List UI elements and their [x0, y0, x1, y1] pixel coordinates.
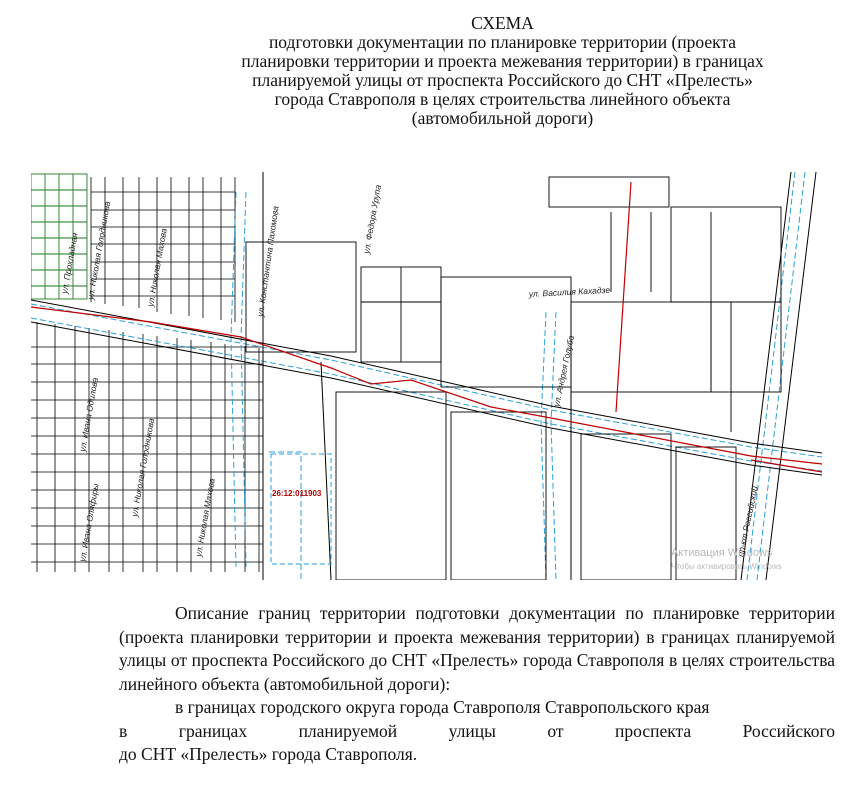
- street-label: ул. Николая Махова: [145, 227, 169, 308]
- schema-header: [150, 14, 851, 128]
- street-label: ул. Константина Пахомова: [255, 205, 281, 318]
- street-label: ул. Ивана Одилова: [77, 376, 100, 453]
- street-label: ул. Николая Голодникова: [129, 417, 157, 518]
- street-label: пр-кт Российский: [735, 485, 760, 558]
- street-label: ул. Николая Голодникова: [85, 200, 113, 301]
- schema-subtitle-line: города Ставрополя в целях строительства линейного объекта: [274, 89, 731, 109]
- territory-description: [119, 602, 835, 767]
- schema-subtitle-line: планируемой улицы от проспекта Российского до СНТ «Прелесть»: [252, 70, 753, 90]
- description-line: в границах городского округа города Ставрополя Ставропольского края: [175, 697, 710, 717]
- description-line: в границах планируемой улицы от проспекта Российского: [119, 720, 835, 741]
- cadastral-number: 26:12:011903: [272, 489, 322, 498]
- street-label: ул. Василия Кахадзе: [528, 284, 611, 299]
- description-paragraph: Описание границ территории подготовки документации по планировке территории (проекта планировки территории и проекта межевания территории) в границах планируемой улицы от проспекта Российского до СНТ «Прелесть» города Ставрополя в целях строительства линейного объекта (автомобильной дороги):: [119, 603, 835, 694]
- road-corridor: [31, 172, 822, 580]
- map-canvas: [31, 172, 822, 580]
- street-label: ул. Николая Махова: [193, 477, 217, 558]
- windows-watermark-subtitle: Чтобы активировать Windows: [671, 562, 782, 571]
- road-edges: [31, 172, 822, 580]
- schema-subtitle-line: планировки территории и проекта межевания территории) в границах: [241, 51, 764, 71]
- blocks-north-east: [246, 177, 781, 432]
- schema-subtitle-line: подготовки документации по планировке территории (проекта: [268, 32, 737, 52]
- schema-title: СХЕМА: [471, 13, 534, 33]
- street-label: ул. Прохладная: [59, 232, 80, 295]
- description-line: до СНТ «Прелесть» города Ставрополя.: [119, 744, 418, 764]
- street-label: ул. Федора Урупа: [361, 183, 384, 255]
- schema-subtitle-line: (автомобильной дороги): [411, 108, 594, 128]
- windows-watermark-title: Активация Windows: [671, 547, 773, 559]
- street-label: ул. Андрея Голуба: [551, 334, 577, 408]
- street-label: ул. Ивана Оляфиры: [77, 482, 101, 563]
- territory-map: [31, 172, 822, 580]
